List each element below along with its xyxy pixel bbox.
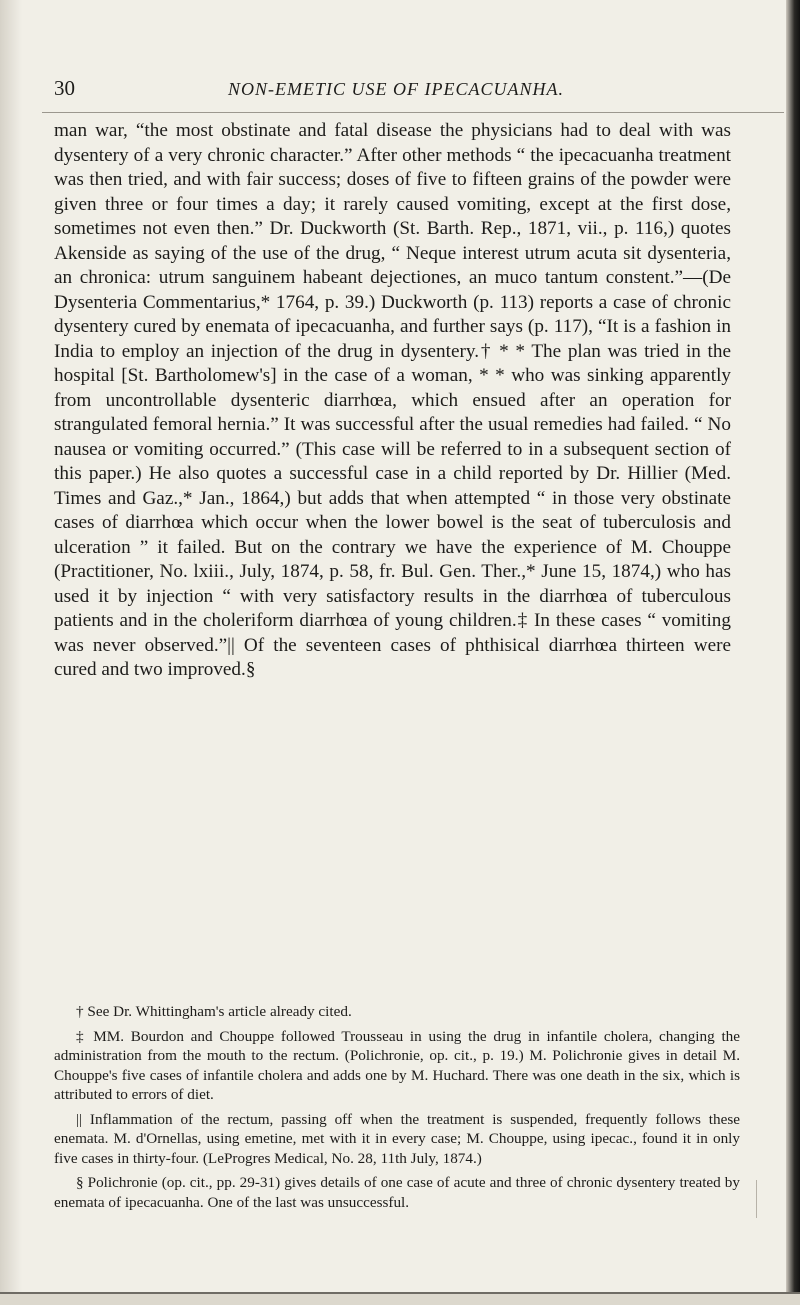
footnote-dagger: † See Dr. Whittingham's article already cited. — [76, 1003, 352, 1020]
scan-bottom-band — [0, 1294, 800, 1305]
page-header — [54, 76, 734, 112]
margin-mark — [756, 1180, 757, 1218]
footnote-parallel: || Inflammation of the rectum, passing off when the treatment is suspended, frequently follows these enemata. M. d'Ornellas, using emetine, met with it in every case; M. Chouppe, using ipecac., found it in only five cases in thirty-four. (LeProgres Medical, No. 28, 11th July, 1874.) — [54, 1110, 740, 1167]
header-rule — [42, 112, 784, 113]
page-edge — [786, 0, 800, 1305]
page-number: 30 — [54, 76, 75, 100]
footnote-section: § Polichronie (op. cit., pp. 29-31) gives details of one case of acute and three of chronic dysentery treated by enemata of ipecacuanha. One of the last was unsuccessful. — [54, 1174, 740, 1211]
footnote-double-dagger: ‡ MM. Bourdon and Chouppe followed Trousseau in using the drug in infantile cholera, changing the administration from the mouth to the rectum. (Polichronie, op. cit., p. 19.) M. Polichronie gives in detail M. Chouppe's five cases of infantile cholera and adds one by M. Huchard. There was one death in the six, which is attributed to errors of diet. — [54, 1027, 740, 1103]
body-paragraph: man war, “the most obstinate and fatal disease the physicians had to deal with was dysentery of a very chronic character.” After other methods “ the ipecacuanha treatment was then tried, and with fair success; doses of five to fifteen grains of the powder were given three or four times a day; it rarely caused vomiting, except at the first dose, sometimes not even then.” Dr. Duckworth (St. Barth. Rep., 1871, vii., p. 116,) quotes Akenside as saying of the use of the drug, “ Neque interest utrum acuta sit dysenteria, an chronica: utrum sanguinem habeant dejectiones, an muco tantum constent.”—(De Dysenteria Commentarius,* 1764, p. 39.) Duckworth (p. 113) reports a case of chronic dysentery cured by enemata of ipecacuanha, and further says (p. 117), “It is a fashion in India to employ an injection of the drug in dysentery.† * * The plan was tried in the hospital [St. Bartholomew's] in the case of a woman, * * who was sinking apparently from uncontrollable dysenteric diarrhœa, which ensued after an operation for strangulated femoral hernia.” It was successful after the usual remedies had failed. “ No nausea or vomiting occurred.” (This case will be referred to in a subsequent section of this paper.) He also quotes a successful case in a child reported by Dr. Hillier (Med. Times and Gaz.,* Jan., 1864,) but adds that when attempted “ in those very obstinate cases of diarrhœa which occur when the lower bowel is the seat of tuberculosis and ulceration ” it failed. But on the contrary we have the experience of M. Chouppe (Practitioner, No. lxiii., July, 1874, p. 58, fr. Bul. Gen. Ther.,* June 15, 1874,) who has used it by injection “ with very satisfactory results in the diarrhœa of tuberculous patients and in the choleriform diarrhœa of young children.‡ In these cases “ vomiting was never observed.”|| Of the seventeen cases of phthisical diarrhœa thirteen were cured and two improved.§ — [54, 120, 731, 680]
running-head: NON-EMETIC USE OF IPECACUANHA. — [228, 79, 564, 99]
body-text — [54, 119, 731, 683]
footnotes — [54, 1002, 740, 1217]
page-gutter-shadow — [0, 0, 22, 1305]
